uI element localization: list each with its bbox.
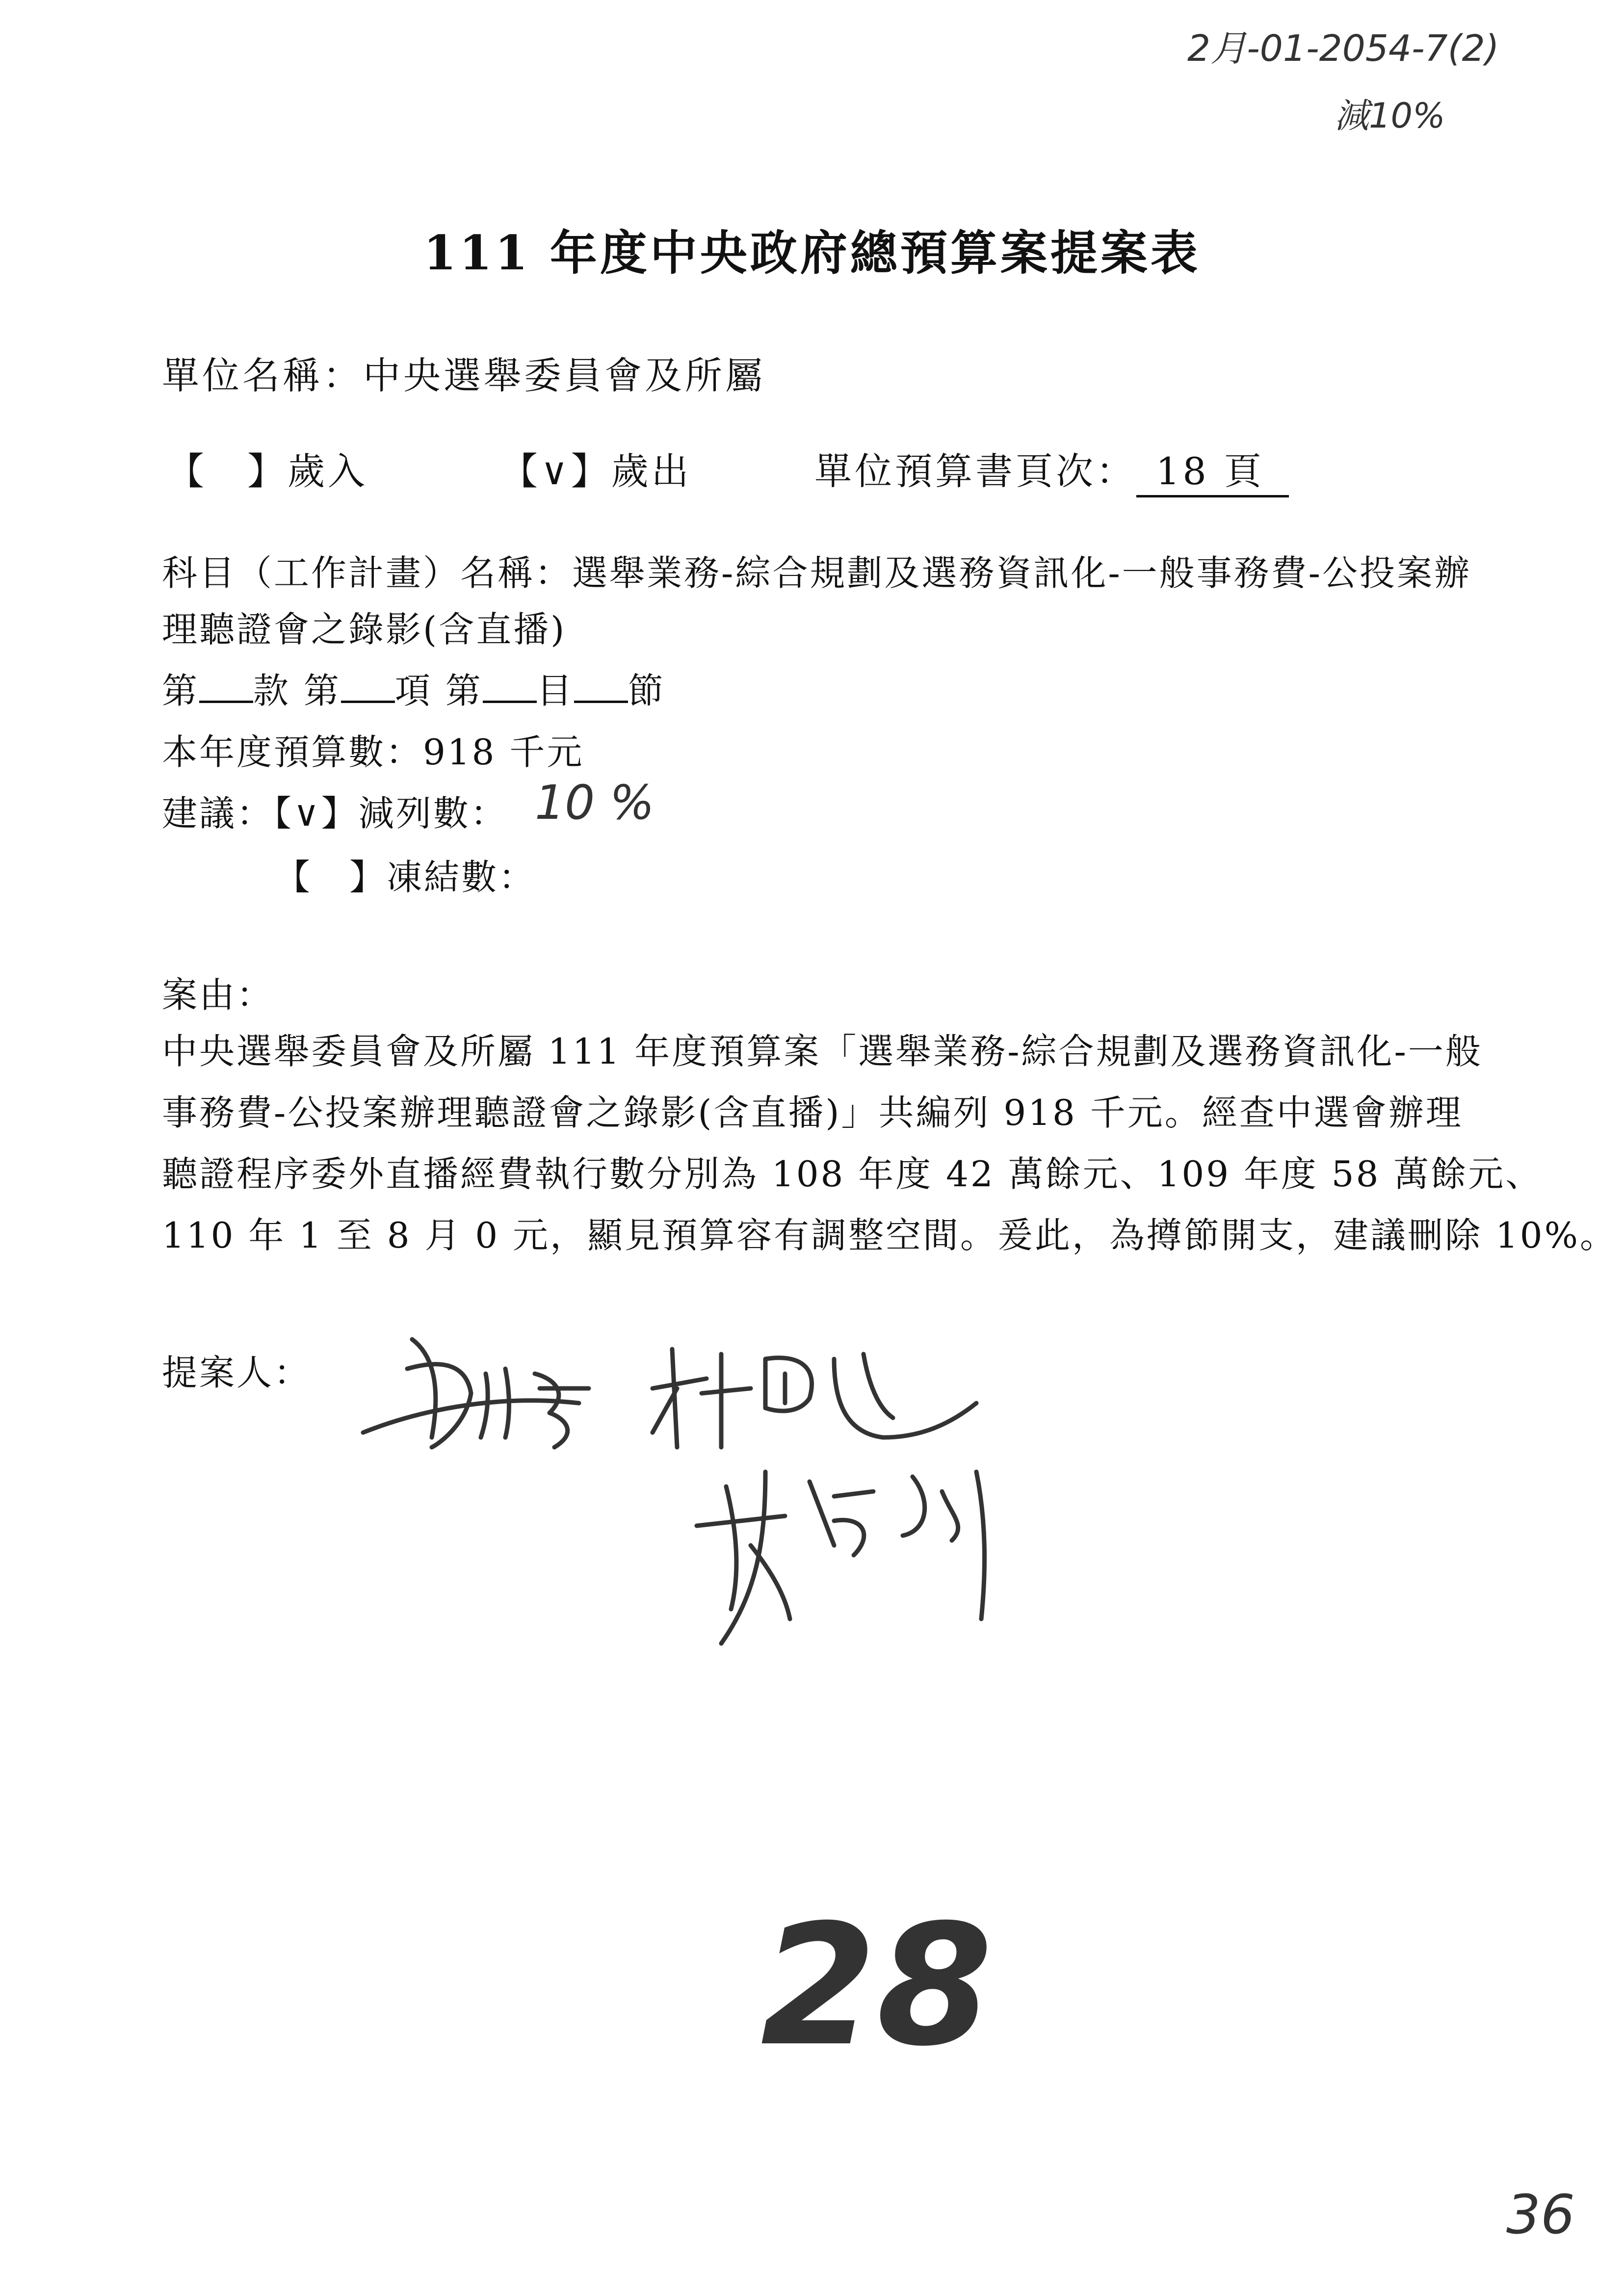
section-label-c: 項 第 xyxy=(394,670,483,711)
handwritten-page-number: 28 xyxy=(760,1889,993,2083)
signature-2 xyxy=(653,1349,976,1447)
signature-3 xyxy=(697,1472,985,1644)
cut-suggestion-value: 10 % xyxy=(535,775,655,830)
subject-line-2: 理聽證會之錄影(含直播) xyxy=(162,609,567,650)
reason-line-4: 110 年 1 至 8 月 0 元，顯見預算容有調整空間。爰此，為撙節開支，建議刪除 10%。 xyxy=(162,1215,1617,1256)
budget-amount: 本年度預算數：918 千元 xyxy=(162,731,584,773)
section-label-e: 節 xyxy=(628,670,665,711)
section-label-b: 款 第 xyxy=(253,670,341,711)
reason-line-1: 中央選舉委員會及所屬 111 年度預算案「選舉業務-綜合規劃及選務資訊化-一般 xyxy=(162,1031,1483,1072)
corner-reduction-note: 減10% xyxy=(1335,96,1445,136)
corner-code-note: 2月-01-2054-7(2) xyxy=(1187,27,1499,70)
unit-label: 單位名稱： xyxy=(162,354,363,397)
revenue-checkbox: 【 】歲入 xyxy=(167,449,368,493)
unit-value: 中央選舉委員會及所屬 xyxy=(363,354,765,397)
page-title: 111 年度中央政府總預算案提案表 xyxy=(423,225,1201,281)
page-ref-value: 18 頁 xyxy=(1136,442,1289,497)
expenditure-checkbox: 【∨】歲出 xyxy=(500,449,692,493)
reason-line-2: 事務費-公投案辦理聽證會之錄影(含直播)」共編列 918 千元。經查中選會辦理 xyxy=(162,1092,1463,1133)
freeze-suggestion-label: 【 】凍結數： xyxy=(275,857,536,898)
cut-suggestion-label: 建議：【∨】減列數： xyxy=(162,793,508,834)
proposer-label: 提案人： xyxy=(162,1352,312,1393)
subject-line-1: 科目（工作計畫）名稱：選舉業務-綜合規劃及選務資訊化-一般事務費-公投案辦 xyxy=(162,552,1471,594)
section-label-d: 目 xyxy=(536,670,574,711)
reason-line-3: 聽證程序委外直播經費執行數分別為 108 年度 42 萬餘元、109 年度 58 萬餘元、 xyxy=(162,1153,1543,1195)
reason-heading: 案由： xyxy=(162,974,274,1016)
section-label-a: 第 xyxy=(162,670,200,711)
signature-1 xyxy=(363,1339,589,1447)
page-ref-label: 單位預算書頁次： xyxy=(814,449,1136,493)
page-number: 36 xyxy=(1506,2183,1575,2246)
